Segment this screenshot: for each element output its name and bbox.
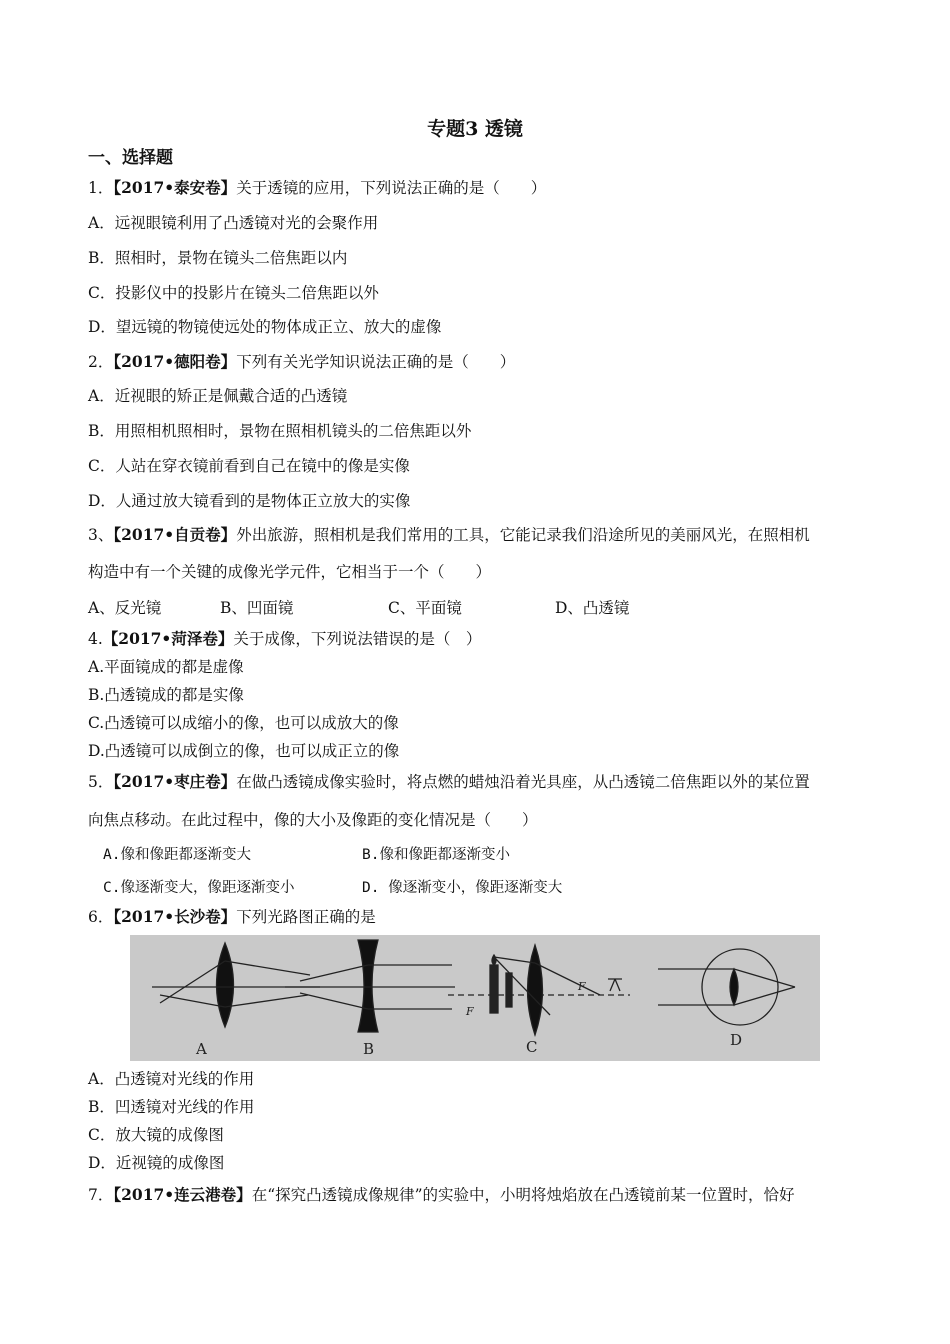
figure-label-d: D — [730, 1031, 743, 1049]
question-6-option-d: D．近视镜的成像图 — [88, 1154, 225, 1172]
question-1-option-b: B．照相时，景物在镜头二倍焦距以内 — [88, 249, 348, 267]
question-3-option-b: B、凹面镜 — [220, 599, 294, 617]
question-2-option-a: A．近视眼的矫正是佩戴合适的凸透镜 — [88, 387, 348, 405]
diagram-c-magnifier — [448, 945, 630, 1035]
ray — [225, 995, 308, 1007]
candle-image — [506, 973, 512, 1007]
ray — [300, 993, 368, 1009]
question-source: 【2017•德阳卷】 — [113, 352, 237, 371]
question-2-option-c: C．人站在穿衣镜前看到自己在镜中的像是实像 — [88, 457, 410, 475]
question-4-option-d: D.凸透镜可以成倒立的像，也可以成正立的像 — [88, 742, 400, 760]
convex-lens-shape — [217, 943, 234, 1027]
question-2-stem — [88, 352, 515, 372]
section-heading: 一、选择题 — [88, 148, 173, 168]
question-5-option-c: C.像逐渐变大，像距逐渐变小 — [103, 880, 295, 896]
diagram-d-eye — [658, 949, 795, 1025]
question-1-option-a: A．远视眼镜利用了凸透镜对光的会聚作用 — [88, 214, 379, 232]
diagram-a-convex-lens — [152, 943, 320, 1027]
question-3-stem-line-1 — [88, 525, 810, 545]
question-1-option-d: D．望远镜的物镜使远处的物体成正立、放大的虚像 — [88, 318, 442, 336]
question-5-option-b: B.像和像距都逐渐变小 — [362, 847, 510, 863]
question-3-option-a: A、反光镜 — [88, 599, 162, 617]
light-path-diagrams — [130, 935, 820, 1061]
question-text: 在做凸透镜成像实验时，将点燃的蜡烛沿着光具座，从凸透镜二倍焦距以外的某位置 — [236, 773, 810, 791]
question-7-stem — [88, 1185, 795, 1205]
candle-flame — [492, 955, 496, 965]
ray — [535, 963, 600, 995]
focal-point-label: F — [466, 1005, 474, 1018]
ray — [734, 969, 795, 987]
question-4-option-c: C.凸透镜可以成缩小的像，也可以成放大的像 — [88, 714, 399, 732]
eye-lens — [730, 969, 738, 1005]
question-number: 4. — [88, 630, 103, 648]
question-6-stem — [88, 907, 376, 927]
question-1-stem — [88, 178, 546, 198]
question-number: 2． — [88, 353, 114, 371]
question-3-option-c: C、平面镜 — [388, 599, 462, 617]
eye-symbol — [608, 979, 622, 991]
ray — [160, 995, 225, 1007]
question-5-option-d: D. 像逐渐变小，像距逐渐变大 — [362, 880, 563, 896]
question-source: 【2017•菏泽卷】 — [102, 629, 234, 648]
question-6-option-a: A．凸透镜对光线的作用 — [88, 1070, 255, 1088]
question-text: 关于透镜的应用，下列说法正确的是（ ） — [236, 179, 547, 197]
question-number: 6． — [88, 908, 114, 926]
question-source: 【2017•枣庄卷】 — [113, 772, 237, 791]
question-1-option-c: C．投影仪中的投影片在镜头二倍焦距以外 — [88, 284, 379, 302]
question-2-option-d: D．人通过放大镜看到的是物体正立放大的实像 — [88, 492, 411, 510]
ray — [225, 961, 310, 975]
question-number: 5． — [88, 773, 114, 791]
ray — [300, 965, 368, 981]
question-4-option-b: B.凸透镜成的都是实像 — [88, 686, 244, 704]
question-text: 在“探究凸透镜成像规律”的实验中，小明将烛焰放在凸透镜前某一位置时，恰好 — [251, 1186, 795, 1204]
question-source: 【2017•泰安卷】 — [113, 178, 237, 197]
question-5-stem-line-2: 向焦点移动。在此过程中，像的大小及像距的变化情况是（ ） — [88, 811, 538, 829]
question-3-option-d: D、凸透镜 — [555, 599, 630, 617]
question-number: 7． — [88, 1186, 114, 1204]
question-4-stem — [88, 629, 481, 649]
question-6-option-c: C．放大镜的成像图 — [88, 1126, 224, 1144]
figure-label-a: A — [196, 1040, 207, 1058]
question-4-option-a: A.平面镜成的都是虚像 — [88, 658, 244, 676]
magnifier-lens-shape — [528, 945, 543, 1035]
light-path-figure — [130, 935, 820, 1061]
question-source: 【2017•长沙卷】 — [113, 907, 237, 926]
concave-lens-shape — [358, 940, 378, 1032]
question-3-stem-line-2: 构造中有一个关键的成像光学元件，它相当于一个（ ） — [88, 563, 492, 581]
ray — [734, 987, 795, 1005]
question-6-option-b: B．凹透镜对光线的作用 — [88, 1098, 255, 1116]
question-number: 1． — [88, 179, 114, 197]
question-text: 外出旅游，照相机是我们常用的工具，它能记录我们沿途所见的美丽风光，在照相机 — [236, 526, 810, 544]
candle-body — [490, 965, 498, 1013]
figure-label-b: B — [363, 1040, 375, 1058]
question-text: 下列有关光学知识说法正确的是（ ） — [236, 353, 516, 371]
ray — [494, 957, 535, 963]
question-text: 下列光路图正确的是 — [236, 908, 376, 926]
question-source: 【2017•自贡卷】 — [113, 525, 237, 544]
question-2-option-b: B．用照相机照相时，景物在照相机镜头的二倍焦距以外 — [88, 422, 472, 440]
figure-label-c: C — [526, 1038, 538, 1056]
question-5-stem-line-1 — [88, 772, 810, 792]
focal-point-label: F — [578, 980, 586, 993]
question-number: 3、 — [88, 526, 114, 544]
question-text: 关于成像，下列说法错误的是（ ） — [233, 630, 482, 648]
diagram-b-concave-lens — [285, 940, 455, 1032]
eyeball — [702, 949, 778, 1025]
question-5-option-a: A.像和像距都逐渐变大 — [103, 847, 251, 863]
document-title: 专题3 透镜 — [427, 118, 523, 140]
question-source: 【2017•连云港卷】 — [113, 1185, 252, 1204]
